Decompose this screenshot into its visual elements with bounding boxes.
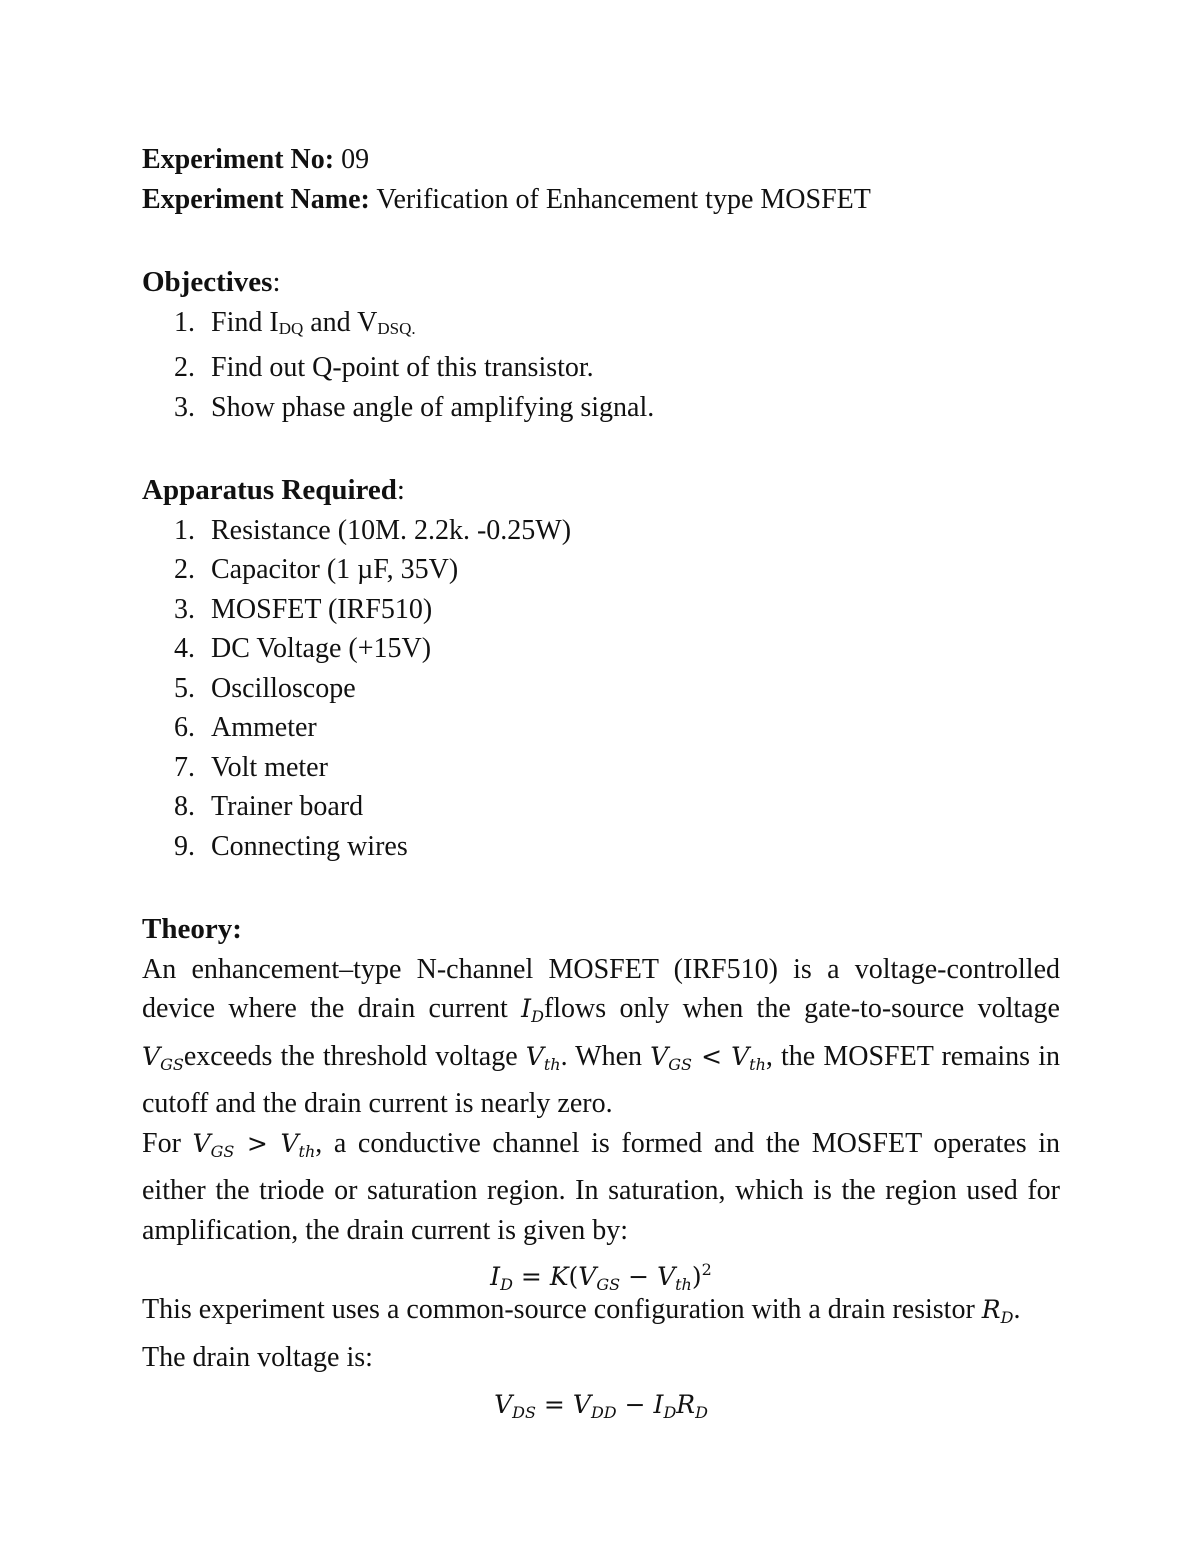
theory-paragraph-1: An enhancement–type N-channel MOSFET (IRF510) is a voltage-controlled device where the drain current $I_Dflows$ only when the gate-to-source voltage $V_{GS}exceeds$ the threshold voltage $V_{th}$. When $V_{GS} < V_{th}$, the MOSFET remains in cutoff and the drain current is nearly zero. <box>142 953 1060 1119</box>
list-item: 4. DC Voltage (+15V) <box>174 633 432 664</box>
list-item: 5. Oscilloscope <box>174 672 356 704</box>
drain-current-equation: $I_D = K(V_{GS} - V_{th})^2$ <box>490 1260 712 1294</box>
apparatus-heading: Apparatus Required: <box>142 474 405 506</box>
theory-paragraph-4: The drain voltage is: <box>142 1341 373 1373</box>
experiment-number-label: Experiment No: <box>142 144 335 175</box>
list-item: 3. Show phase angle of amplifying signal. <box>174 391 655 423</box>
drain-voltage-equation: $V_{DS} = V_{DD} - I_DR_D$ <box>494 1390 708 1422</box>
experiment-number-value: 09 <box>334 144 370 175</box>
list-item: 7. Volt meter <box>174 751 328 783</box>
list-item: 1. Resistance (10M. 2.2k. -0.25W) <box>174 514 572 546</box>
experiment-name-label: Experiment Name: <box>142 183 370 215</box>
list-item: 8. Trainer board <box>174 791 364 822</box>
theory-paragraph-3: This experiment uses a common-source configuration with a drain resistor $R_D$. <box>142 1294 1021 1327</box>
list-item: 1. Find IDQ and VDSQ. <box>174 306 416 338</box>
list-item: 6. Ammeter <box>174 712 317 743</box>
objectives-heading: Objectives: <box>142 266 281 298</box>
document-page <box>142 140 1060 1425</box>
experiment-name-value: Verification of Enhancement type MOSFET <box>369 183 871 215</box>
experiment-number <box>142 140 1060 180</box>
theory-paragraph-2: For $V_{GS} > V_{th}$, a conductive channel is formed and the MOSFET operates in either the triode or saturation region. In saturation, which is the region used for amplification, the drain current is given by: <box>142 1127 1060 1246</box>
list-item: 9. Connecting wires <box>174 830 408 862</box>
list-item: 3. MOSFET (IRF510) <box>174 593 433 625</box>
objectives-list <box>142 303 1060 428</box>
list-item: 2. Find out Q-point of this transistor. <box>174 352 594 383</box>
apparatus-list <box>142 511 1060 867</box>
list-item: 2. Capacitor (1 µF, 35V) <box>174 554 459 585</box>
theory-heading: Theory: <box>142 913 242 945</box>
experiment-name <box>142 180 1060 220</box>
